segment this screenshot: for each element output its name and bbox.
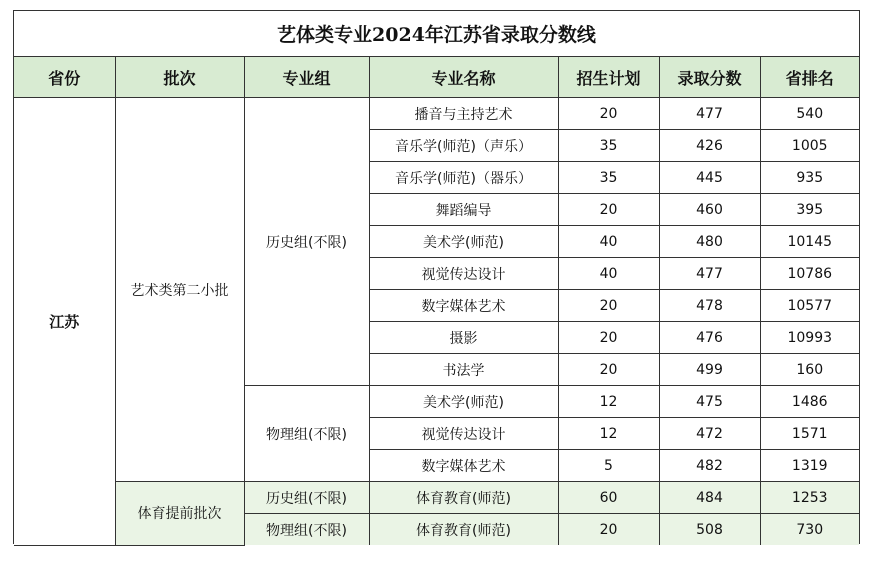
rank-cell: 1571 xyxy=(760,418,859,450)
score-cell: 477 xyxy=(659,98,760,130)
score-cell: 508 xyxy=(659,514,760,546)
plan-cell: 20 xyxy=(558,514,659,546)
rank-cell: 10577 xyxy=(760,290,859,322)
plan-cell: 20 xyxy=(558,194,659,226)
score-cell: 426 xyxy=(659,130,760,162)
province-cell: 江苏 xyxy=(14,98,115,546)
plan-cell: 20 xyxy=(558,354,659,386)
score-cell: 475 xyxy=(659,386,760,418)
plan-cell: 20 xyxy=(558,322,659,354)
rank-cell: 1005 xyxy=(760,130,859,162)
score-cell: 476 xyxy=(659,322,760,354)
major-cell: 美术学(师范) xyxy=(369,386,558,418)
score-cell: 477 xyxy=(659,258,760,290)
plan-cell: 12 xyxy=(558,418,659,450)
header-group: 专业组 xyxy=(244,57,369,98)
plan-cell: 20 xyxy=(558,290,659,322)
rank-cell: 10786 xyxy=(760,258,859,290)
group-cell: 历史组(不限) xyxy=(244,482,369,514)
score-cell: 484 xyxy=(659,482,760,514)
header-province: 省份 xyxy=(14,57,115,98)
score-cell: 482 xyxy=(659,450,760,482)
score-cell: 460 xyxy=(659,194,760,226)
score-table-frame xyxy=(13,10,860,544)
major-cell: 摄影 xyxy=(369,322,558,354)
major-cell: 数字媒体艺术 xyxy=(369,450,558,482)
admission-score-table xyxy=(14,57,859,546)
plan-cell: 40 xyxy=(558,258,659,290)
major-cell: 播音与主持艺术 xyxy=(369,98,558,130)
score-cell: 445 xyxy=(659,162,760,194)
major-cell: 体育教育(师范) xyxy=(369,482,558,514)
rank-cell: 1486 xyxy=(760,386,859,418)
header-plan: 招生计划 xyxy=(558,57,659,98)
table-row xyxy=(14,482,859,514)
major-cell: 数字媒体艺术 xyxy=(369,290,558,322)
score-cell: 472 xyxy=(659,418,760,450)
rank-cell: 730 xyxy=(760,514,859,546)
major-cell: 音乐学(师范)（声乐） xyxy=(369,130,558,162)
header-rank: 省排名 xyxy=(760,57,859,98)
rank-cell: 395 xyxy=(760,194,859,226)
group-cell: 历史组(不限) xyxy=(244,98,369,386)
major-cell: 视觉传达设计 xyxy=(369,258,558,290)
major-cell: 美术学(师范) xyxy=(369,226,558,258)
group-cell: 物理组(不限) xyxy=(244,514,369,546)
plan-cell: 35 xyxy=(558,130,659,162)
plan-cell: 40 xyxy=(558,226,659,258)
major-cell: 舞蹈编导 xyxy=(369,194,558,226)
score-cell: 478 xyxy=(659,290,760,322)
plan-cell: 5 xyxy=(558,450,659,482)
major-cell: 书法学 xyxy=(369,354,558,386)
plan-cell: 60 xyxy=(558,482,659,514)
score-cell: 499 xyxy=(659,354,760,386)
rank-cell: 935 xyxy=(760,162,859,194)
group-cell: 物理组(不限) xyxy=(244,386,369,482)
header-major: 专业名称 xyxy=(369,57,558,98)
header-row xyxy=(14,57,859,98)
rank-cell: 10993 xyxy=(760,322,859,354)
plan-cell: 35 xyxy=(558,162,659,194)
header-batch: 批次 xyxy=(115,57,244,98)
major-cell: 视觉传达设计 xyxy=(369,418,558,450)
rank-cell: 10145 xyxy=(760,226,859,258)
batch-cell: 艺术类第二小批 xyxy=(115,98,244,482)
rank-cell: 1253 xyxy=(760,482,859,514)
rank-cell: 1319 xyxy=(760,450,859,482)
plan-cell: 12 xyxy=(558,386,659,418)
rank-cell: 160 xyxy=(760,354,859,386)
table-row xyxy=(14,98,859,130)
header-score: 录取分数 xyxy=(659,57,760,98)
table-title: 艺体类专业2024年江苏省录取分数线 xyxy=(14,11,859,57)
major-cell: 音乐学(师范)（器乐） xyxy=(369,162,558,194)
rank-cell: 540 xyxy=(760,98,859,130)
table-body xyxy=(14,98,859,546)
batch-cell: 体育提前批次 xyxy=(115,482,244,546)
plan-cell: 20 xyxy=(558,98,659,130)
score-cell: 480 xyxy=(659,226,760,258)
major-cell: 体育教育(师范) xyxy=(369,514,558,546)
